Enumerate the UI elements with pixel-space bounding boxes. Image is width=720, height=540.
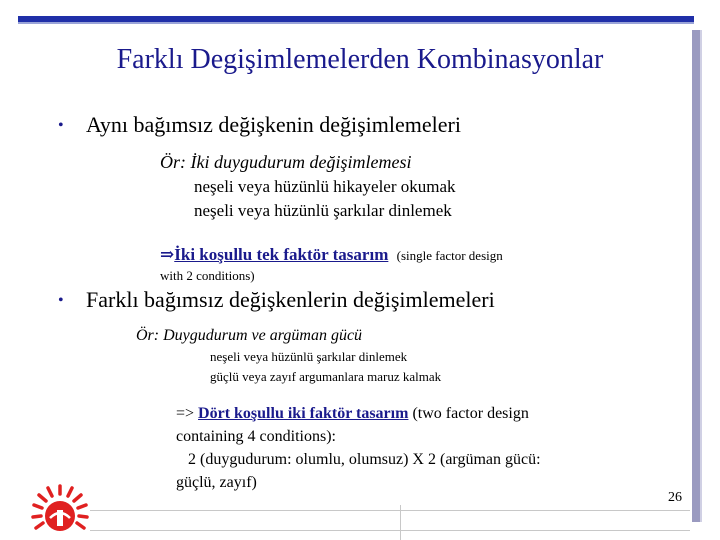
design-1-small: (single factor design bbox=[396, 248, 503, 263]
slide-title: Farklı Degişimlemelerden Kombinasyonlar bbox=[116, 44, 604, 75]
design-2-line-3: 2 (duygudurum: olumlu, olumsuz) X 2 (argüman gücü: bbox=[188, 451, 541, 468]
design-1-bold: İki koşullu tek faktör tasarım bbox=[174, 245, 389, 264]
example-2-line-1: neşeli veya hüzünlü şarkılar dinlemek bbox=[210, 349, 408, 364]
bottom-divider bbox=[400, 505, 401, 540]
example-1-heading: Ör: İki duygudurum değişimlemesi bbox=[160, 152, 412, 172]
bottom-rule bbox=[90, 510, 690, 511]
design-2-prefix: => bbox=[176, 405, 195, 422]
bullet-marker: • bbox=[58, 292, 64, 309]
top-accent-shadow bbox=[18, 22, 694, 24]
right-accent-highlight bbox=[700, 30, 702, 522]
implies-arrow: ⇒ bbox=[160, 245, 175, 264]
design-2-line-4: güçlü, zayıf) bbox=[176, 474, 257, 491]
page-number: 26 bbox=[668, 490, 682, 505]
design-2-rest: (two factor design bbox=[412, 405, 529, 422]
design-2-bold: Dört koşullu iki faktör tasarım bbox=[198, 405, 409, 422]
design-2-line-2: containing 4 conditions): bbox=[176, 428, 336, 445]
bullet-marker: • bbox=[58, 117, 64, 134]
university-logo-icon bbox=[28, 484, 92, 538]
right-accent-bar bbox=[692, 30, 700, 522]
example-2-line-2: güçlü veya zayıf argumanlara maruz kalmak bbox=[210, 369, 442, 384]
example-1-line-1: neşeli veya hüzünlü hikayeler okumak bbox=[194, 177, 456, 196]
bullet-2-text: Farklı bağımsız değişkenlerin değişimlemeleri bbox=[86, 287, 495, 312]
design-1-small-line-2: with 2 conditions) bbox=[160, 268, 255, 283]
design-1-line bbox=[160, 245, 503, 265]
design-2-line-1 bbox=[176, 405, 529, 423]
example-2-heading: Ör: Duygudurum ve argüman gücü bbox=[136, 327, 363, 344]
bottom-rule-lower bbox=[90, 530, 690, 531]
example-1-line-2: neşeli veya hüzünlü şarkılar dinlemek bbox=[194, 201, 452, 220]
bullet-1-text: Aynı bağımsız değişkenin değişimlemeleri bbox=[86, 112, 461, 137]
